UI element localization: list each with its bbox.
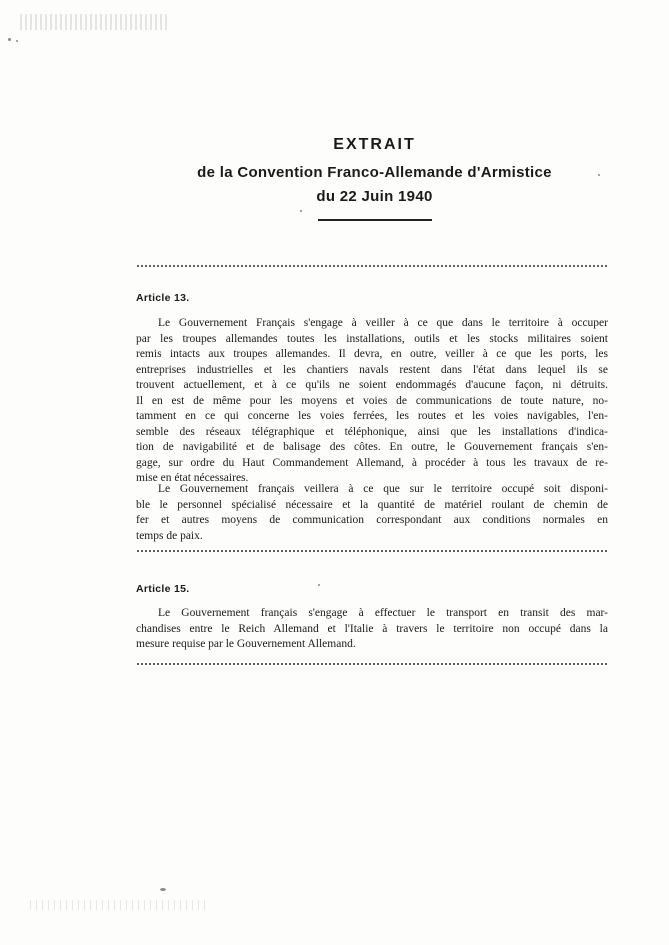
dotted-separator [136,663,608,665]
text-line: tion de navigabilité et de balisage des côtes. En outre, le Gouvernement français s'en- [136,441,608,453]
article-13-heading: Article 13. [136,292,190,304]
document-subtitle: de la Convention Franco-Allemande d'Armistice [197,164,552,181]
scan-speck [318,584,320,586]
scan-speck [160,888,166,891]
dotted-separator [136,550,608,552]
text-line: remis intacts aux troupes allemandes. Il devra, en outre, veiller à ce que les ports, les [136,348,608,360]
text-line: temps de paix. [136,529,203,542]
text-line: chandises entre le Reich Allemand et l'Italie à travers le territoire non occupé dans la [136,622,608,635]
text-line: semble des réseaux télégraphique et téléphonique, ainsi que les installations d'indica- [136,425,608,438]
text-line: Le Gouvernement Français s'engage à veiller à ce que dans le territoire à occuper [158,317,608,329]
text-line: entreprises industrielles et les chantiers navals restent dans l'état dans lequel ils se [136,363,608,376]
article-13-paragraph-1 [136,316,608,487]
article-15-paragraph-1 [136,606,608,653]
text-line: Le Gouvernement français s'engage à effectuer le transport en transit des mar- [158,607,608,619]
text-line: trouvent actuellement, et à ce qu'ils ne soient endommagés d'aucune façon, ni détruits. [136,379,608,391]
text-line: mise en état nécessaires. [136,472,249,484]
text-line: fer et autres moyens de communication correspondant aux conditions normales en [136,514,608,526]
text-line: mesure requise par le Gouvernement Allemand. [136,638,356,650]
scan-noise-bottom [30,900,210,910]
scan-noise-top [20,14,170,30]
text-line: par les troupes allemandes toutes les installations, outils et les stocks militaires soient [136,332,608,345]
scan-speck [300,210,302,212]
text-line: tamment en ce qui concerne les voies ferrées, les routes et les voies navigables, l'en- [136,410,608,422]
text-line: Il en est de même pour les moyens et voies de communications de toute nature, no- [136,394,608,407]
text-line: gage, sur ordre du Haut Commandement Allemand, à procéder à tous les travaux de re- [136,456,608,469]
article-13-paragraph-2 [136,482,608,544]
scan-speck [8,38,11,41]
scan-speck [16,40,18,42]
text-line: ble le personnel spécialisé nécessaire et la quantité de matériel roulant de chemin de [136,498,608,511]
document-date: du 22 Juin 1940 [316,188,433,205]
dotted-separator [136,265,608,267]
title-underline [318,219,432,221]
text-line: Le Gouvernement français veillera à ce que sur le territoire occupé soit disponi- [158,483,608,495]
article-15-heading: Article 15. [136,583,190,595]
document-title: EXTRAIT [333,136,416,153]
